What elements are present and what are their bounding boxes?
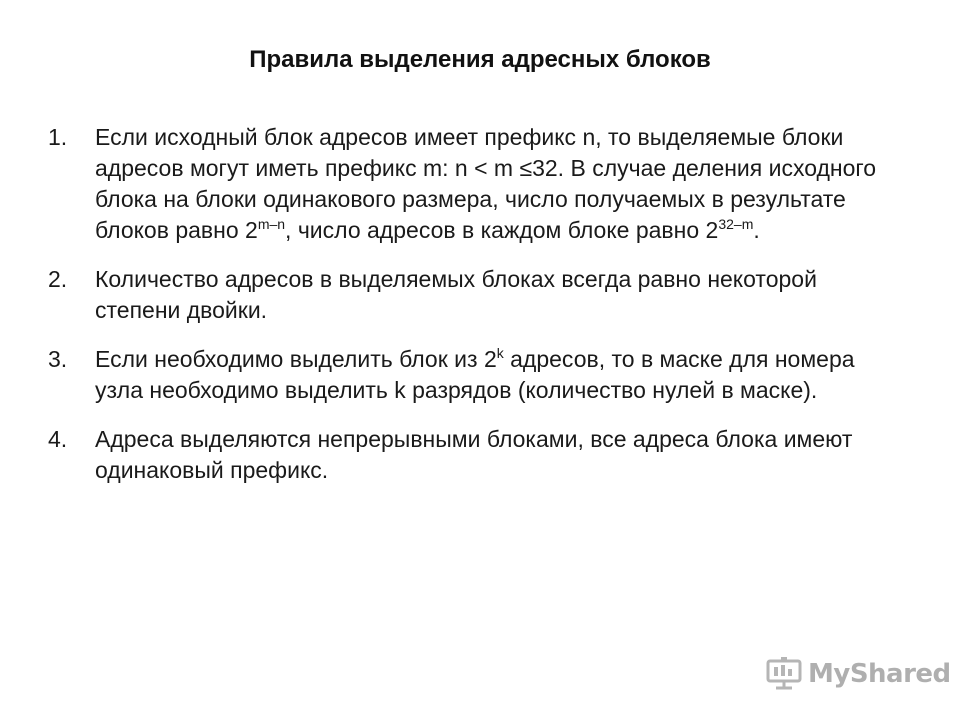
presentation-board-icon	[766, 657, 802, 691]
exponent: m–n	[257, 215, 286, 232]
list-item-number: 2.	[48, 266, 68, 292]
list-item	[48, 264, 908, 326]
watermark[interactable]	[766, 654, 951, 694]
rule-text-part: адресов, то в маске для номера узла необходимо выделить k разрядов (количество нулей в маске).	[95, 346, 855, 403]
list-item-text: Количество адресов в выделяемых блоках всегда равно некоторой степени двойки.	[95, 266, 817, 323]
list-item-number: 4.	[48, 426, 68, 452]
list-item	[48, 344, 908, 406]
rule-list	[48, 122, 908, 504]
rule-text-part: Если исходный блок адресов имеет префикс n, то выделяемые блоки адресов могут иметь префикс m: n < m ≤32. В случае деления исходного блока на блоки одинакового размера, число получаемых в результате блоков равно 2	[95, 124, 877, 243]
list-item-number: 1.	[48, 124, 68, 150]
list-item	[48, 424, 908, 486]
watermark-label: MyShared	[808, 659, 951, 689]
exponent: k	[496, 344, 504, 361]
list-item-number: 3.	[48, 346, 68, 372]
list-item	[48, 122, 908, 246]
list-item-text	[95, 122, 908, 246]
exponent: 32–m	[718, 215, 754, 232]
list-item-text	[95, 344, 908, 406]
rule-text-part: .	[753, 217, 760, 243]
page-title: Правила выделения адресных блоков	[249, 46, 711, 73]
list-item-text: Адреса выделяются непрерывными блоками, все адреса блока имеют одинаковый префикс.	[95, 426, 853, 483]
rule-text-part: Если необходимо выделить блок из 2	[95, 346, 497, 372]
rule-text-part: , число адресов в каждом блоке равно 2	[285, 217, 719, 243]
